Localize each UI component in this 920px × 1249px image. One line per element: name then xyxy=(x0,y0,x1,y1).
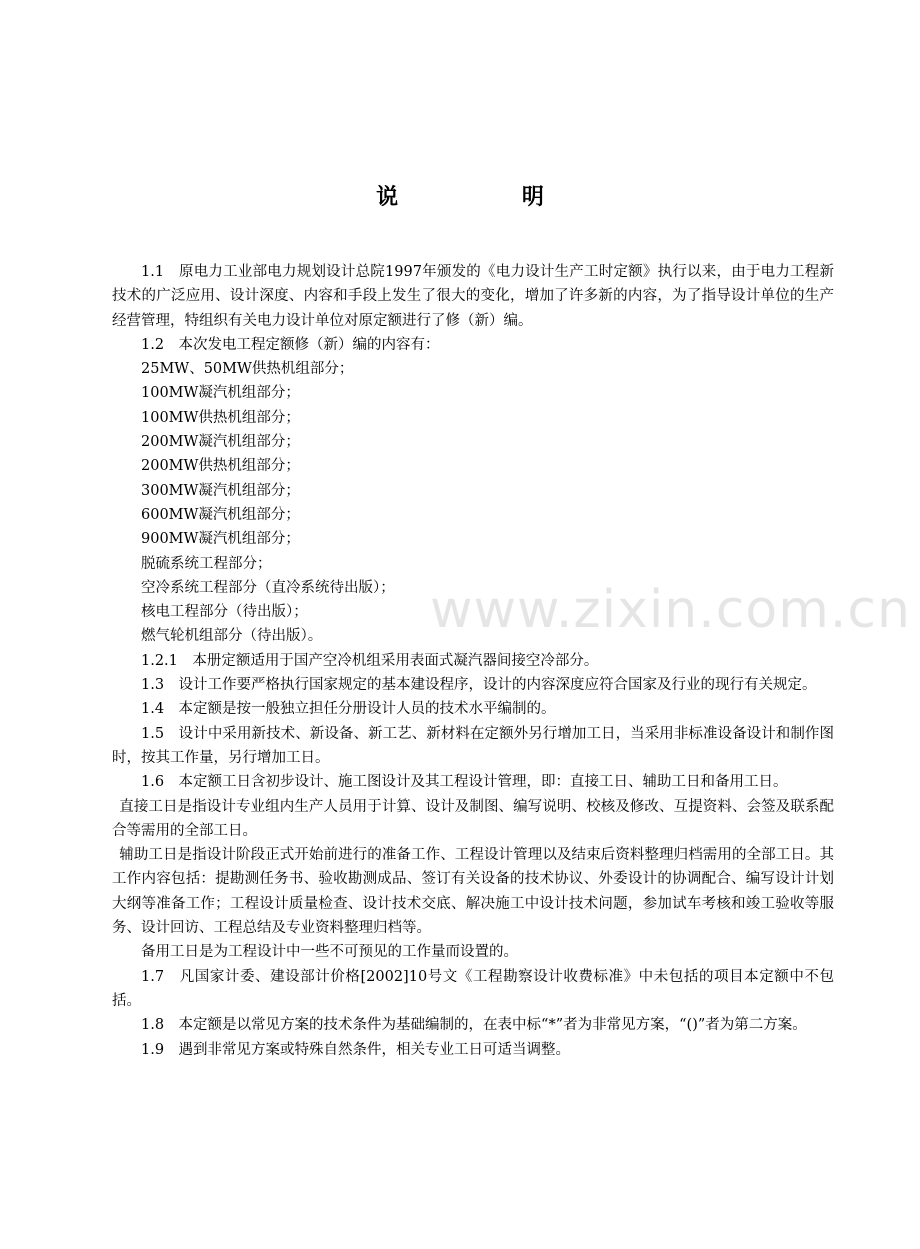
body-paragraph: 备用工日是为工程设计中一些不可预见的工作量而设置的。 xyxy=(141,944,518,961)
body-paragraph: 25MW、50MW供热机组部分； xyxy=(141,361,354,378)
watermark-text: www.zixin.com.cn xyxy=(430,580,911,640)
body-paragraph: 900MW凝汽机组部分； xyxy=(141,531,300,548)
body-paragraph: 100MW供热机组部分； xyxy=(141,409,300,426)
body-paragraph: 1.5 设计中采用新技术、新设备、新工艺、新材料在定额外另行增加工日，当采用非标准设备设计和制作图时，按其工作量，另行增加工日。 xyxy=(112,725,834,766)
body-paragraph: 1.1 原电力工业部电力规划设计总院1997年颁发的《电力设计生产工时定额》执行以来，由于电力工程新技术的广泛应用、设计深度、内容和手段上发生了很大的变化，增加了许多新的内容，为了指导设计单位的生产经营管理，特组织有关电力设计单位对原定额进行了修（新）编。 xyxy=(112,264,834,329)
body-paragraph: 辅助工日是指设计阶段正式开始前进行的准备工作、工程设计管理以及结束后资料整理归档需用的全部工日。其工作内容包括：提勘测任务书、验收勘测成品、签订有关设备的技术协议、外委设计的协调配合、编写设计计划大纲等准备工作；工程设计质量检查、设计技术交底、解决施工中设计技术问题，参加试车考核和竣工验收等服务、设计回访、工程总结及专业资料整理归档等。 xyxy=(112,847,834,937)
page-title: 说 明 xyxy=(376,184,602,210)
body-paragraph: 300MW凝汽机组部分； xyxy=(141,482,300,499)
body-paragraph: 燃气轮机组部分（待出版）。 xyxy=(141,628,323,645)
body-paragraph: 200MW凝汽机组部分； xyxy=(141,434,300,451)
body-paragraph: 1.8 本定额是以常见方案的技术条件为基础编制的，在表中标“*”者为非常见方案，“()”者为第二方案。 xyxy=(141,1017,807,1034)
document-body xyxy=(112,260,834,1062)
body-paragraph: 1.2 本次发电工程定额修（新）编的内容有： xyxy=(141,336,440,353)
body-paragraph: 1.6 本定额工日含初步设计、施工图设计及其工程设计管理，即：直接工日、辅助工日和备用工日。 xyxy=(141,774,788,791)
body-paragraph: 空冷系统工程部分（直冷系统待出版）； xyxy=(141,579,395,596)
body-paragraph: 100MW凝汽机组部分； xyxy=(141,385,300,402)
body-paragraph: 1.4 本定额是按一般独立担任分册设计人员的技术水平编制的。 xyxy=(141,701,556,718)
body-paragraph: 核电工程部分（待出版）； xyxy=(141,604,308,621)
body-paragraph: 1.7 凡国家计委、建设部计价格[2002]10号文《工程勘察设计收费标准》中未包括的项目本定额中不包括。 xyxy=(112,968,834,1009)
body-paragraph: 1.9 遇到非常见方案或特殊自然条件，相关专业工日可适当调整。 xyxy=(141,1041,571,1058)
body-paragraph: 脱硫系统工程部分； xyxy=(141,555,272,572)
body-paragraph: 直接工日是指设计专业组内生产人员用于计算、设计及制图、编写说明、校核及修改、互提资料、会签及联系配合等需用的全部工日。 xyxy=(112,798,834,839)
body-paragraph: 600MW凝汽机组部分； xyxy=(141,506,300,523)
body-paragraph: 200MW供热机组部分； xyxy=(141,458,300,475)
body-paragraph: 1.3 设计工作要严格执行国家规定的基本建设程序，设计的内容深度应符合国家及行业的现行有关规定。 xyxy=(141,677,817,694)
body-paragraph: 1.2.1 本册定额适用于国产空冷机组采用表面式凝汽器间接空冷部分。 xyxy=(141,652,599,669)
